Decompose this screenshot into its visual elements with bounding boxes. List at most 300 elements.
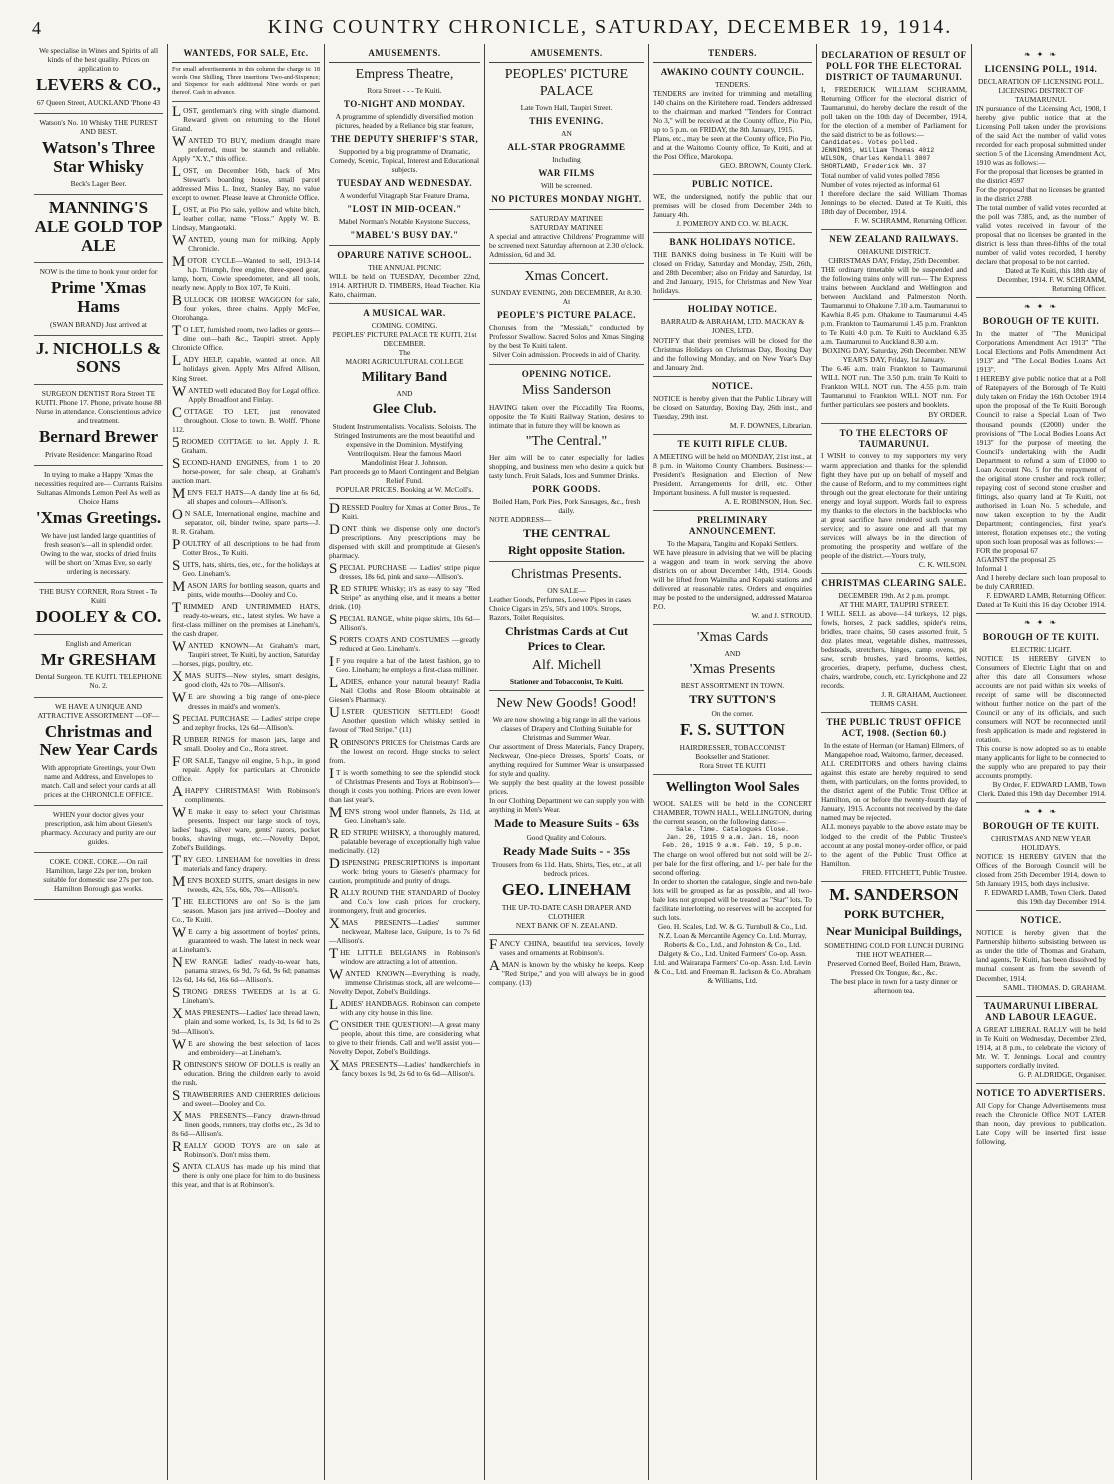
- page-number: 4: [32, 18, 41, 38]
- classified-ad: DISPENSING PRESCRIPTIONS is important work: bring yours to Giesen's pharmacy for caution, promptitude and purity of drugs.: [329, 855, 480, 885]
- classified-ad: DONT think we dispense only one doctor's prescriptions. Any prescriptions may be dispensed with skill and promptitude at Giesen's pharmacy.: [329, 521, 480, 560]
- classified-ad: LADIES' HANDBAGS. Robinson can compete with any city house in this line.: [329, 997, 480, 1018]
- concert-body-2: Silver Coin admission. Proceeds in aid of Charity.: [492, 350, 641, 360]
- electors-body: I WISH to convey to my supporters my very warm appreciation and thanks for the splendid fight they have put up on behalf of myself and the cause of Reform, and to my committees right through out the great electorate for their untiring energy and loyal support. Words fail to express my thanks to the electors in the backblocks who at great sacrifice have rendered such yeoman service; and to assure one and all that my services will always be in the direction of promoting the prosperity and welfare of the people of the district.—Yours truly,: [821, 451, 967, 560]
- ad-text: In trying to make a Happy 'Xmas the necessities required are— Currants Raisins Sultanas Almonds Lemon Peel As well as Choice Hams: [34, 470, 163, 507]
- divider: [329, 303, 480, 304]
- rail-boxing: BOXING DAY, Saturday, 26th December. NEW YEAR'S DAY, Friday, 1st January.: [822, 346, 966, 365]
- divider: [653, 434, 812, 435]
- peoples-location: Late Town Hall, Taupiri Street.: [520, 103, 613, 113]
- classified-ad: SPECIAL PURCHASE — Ladies' stripe pique dresses, 18s 6d, pink and saxe—Allison's.: [329, 560, 480, 582]
- rail-xmas: CHRISTMAS DAY, Friday, 25th December.: [828, 255, 960, 265]
- electric-borough: BOROUGH OF TE KUITI.: [982, 631, 1100, 642]
- best-assortment: BEST ASSORTMENT IN TOWN.: [680, 681, 785, 691]
- musical-college: MAORI AGRICULTURAL COLLEGE: [345, 357, 464, 367]
- amusements-heading-2: AMUSEMENTS.: [489, 44, 644, 63]
- the-central: "The Central.": [525, 433, 608, 449]
- advertisers-heading: NOTICE TO ADVERTISERS.: [976, 1087, 1106, 1098]
- wool-table-head: Sale. Time. Catalogues Close.: [675, 825, 790, 833]
- musical-and: AND: [396, 389, 413, 399]
- notice-body-7: NOTICE is hereby given that the Partnership hitherto subsisting between us as under the title of Thomas and Graham, land agents, Te Kuiti, has been dissolved by mutual consent as from the seventh of December, 1914.: [976, 928, 1106, 983]
- decl-row-1: JENNINGS, William Thomas 4012: [821, 147, 935, 155]
- rail-sign: BY ORDER.: [928, 409, 967, 419]
- wool-body: WOOL SALES will be held in the CONCERT CHAMBER, TOWN HALL, WELLINGTON, during the current season, on the following dates:—: [653, 798, 812, 826]
- holidays-heading: CHRISTMAS AND NEW YEAR HOLIDAYS.: [991, 834, 1091, 853]
- classified-ad: CONSIDER THE QUESTION!—A great many people, about this time, are considering what to give to their friends. Call and we'll assist you—Novelty Depot, Zobel's Buildings.: [329, 1018, 480, 1057]
- classified-ad: WANTED KNOWN—Everything is ready, immense Christmas stock, all are welcome—Novelty Depot, Zobel's Buildings.: [329, 967, 480, 997]
- sutton-sub: HAIRDRESSER, TOBACCONIST: [679, 742, 786, 752]
- decl-rejected: Number of votes rejected as informal 61: [821, 179, 941, 189]
- new-goods-body-4: In our Clothing Department we can supply you with anything in Men's Wear.: [489, 796, 644, 815]
- holidays-body: NOTICE IS HEREBY GIVEN that the Offices of the Borough Council will be closed from 25th December 1914, down to 5th January 1915, both days inclusive.: [976, 852, 1106, 889]
- empress-title: Empress Theatre,: [355, 66, 454, 82]
- ad-text: Private Residence: Mangarino Road: [45, 449, 152, 459]
- trust-body: ALL CREDITORS and others having claims against this estate are hereby required to send them, with particulars, on the forms provided, to the district agent of the Public Trust Office at Hamilton, on or before the twenty-fourth day of January, 1915. Accounts not received by the date named may be rejected.: [821, 759, 967, 823]
- divider: [821, 423, 967, 424]
- ad-headline: Watson's Three Star Whisky: [41, 137, 156, 176]
- classified-ad: XMAS PRESENTS—Ladies' lace thread lawn, plain and some worked, 1s, 1s 3d, 1s 6d to 2s 9d—Allison's.: [172, 1006, 320, 1036]
- new-goods: New New Goods! Good!: [496, 695, 637, 711]
- classified-ad: MEN'S FELT HATS—A dandy line at 6s 6d, all shapes and colours—Allison's.: [172, 485, 320, 506]
- divider: [653, 174, 812, 175]
- divider: [976, 613, 1106, 614]
- xmas-presents: 'Xmas Presents: [689, 662, 776, 678]
- musical-the: The: [398, 348, 411, 358]
- wool-title: Wellington Wool Sales: [665, 779, 800, 795]
- classified-ad: POULTRY of all descriptions to be had from Cotter Bros., Te Kuiti.: [172, 537, 320, 558]
- amusements-small-ads: [329, 500, 480, 1078]
- ad-headline: J. NICHOLLS & SONS: [35, 338, 162, 377]
- sanderson-body: HAVING taken over the Piccadilly Tea Rooms, opposite the Te Kuiti Railway Station, desires to intimate that in future they will be known as: [489, 402, 644, 430]
- divider: [976, 996, 1106, 997]
- classified-ad: RUBBER RINGS for mason jars, large and small. Dooley and Co., Rora street.: [172, 732, 320, 753]
- ad-text: Watson's No. 10 Whisky THE PUREST AND BEST.: [39, 117, 158, 136]
- ad-headline: Bernard Brewer: [38, 427, 159, 447]
- m-sanderson: M. SANDERSON: [829, 884, 959, 904]
- classified-ad: MOTOR CYCLE—Wanted to sell, 1913-14 h.p. Triumph, free engine, three-speed gear, lamp, horn, Cowie speedometer, and all tools, nearly new. Apply to Box 107, Te Kuiti.: [172, 254, 320, 293]
- concert-body: Choruses from the "Messiah," conducted by Professor Swallow. Sacred Solos and Xmas Singing by the best Te Kuiti talent.: [489, 323, 644, 351]
- msand-body-3: The best place in town for a tasty dinner or afternoon tea.: [830, 976, 958, 995]
- notice-body: NOTICE is hereby given that the Public Library will be closed on Saturday, Boxing Day, 26th inst., and Tuesday, 29th inst.: [653, 393, 812, 421]
- classified-ad: RALLY ROUND THE STANDARD of Dooley and Co.'s low cash prices for crockery, ironmongery, fruit and groceries.: [329, 885, 480, 916]
- opposite-station: Right opposite Station.: [507, 542, 626, 557]
- empress-when: TO-NIGHT AND MONDAY.: [343, 99, 466, 110]
- column-2: [168, 44, 325, 1480]
- msand-body: SOMETHING COLD FOR LUNCH DURING THE HOT WEATHER—: [824, 940, 964, 959]
- empress-when-2: TUESDAY AND WEDNESDAY.: [336, 178, 473, 189]
- classified-ad: SUITS, hats, shirts, ties, etc., for the holidays at Geo. Lineham's.: [172, 558, 320, 579]
- decl-table-head: Candidates. Votes polled.: [821, 139, 919, 147]
- sanderson-body-2: Her aim will be to cater especially for ladies shopping, and business men who desire a quick but tasty lunch. Fruit Salads, Ices and Summer Drinks.: [489, 452, 644, 480]
- geo-lineham: GEO. LINEHAM: [501, 880, 632, 900]
- ad-text: 67 Queen Street, AUCKLAND 'Phone 43: [36, 97, 161, 107]
- classified-ad: LADIES, enhance your natural beauty! Radia Nail Cloths and Rose Bloom obtainable at Giesen's Pharmacy.: [329, 675, 480, 705]
- holiday-firms: BARRAUD & ABRAHAM, LTD. MACKAY & JONES, LTD.: [660, 317, 805, 336]
- divider: [653, 299, 812, 300]
- divider: [489, 561, 644, 562]
- poll-against: For the proposal that no licenses be granted in the district 2788: [976, 185, 1105, 204]
- musical-body-2: Part proceeds go to Maori Contingent and Belgian Relief Fund.: [330, 466, 479, 485]
- clearing-terms: TERMS CASH.: [869, 699, 919, 709]
- xmas-and: AND: [724, 649, 741, 659]
- column-7: [972, 44, 1110, 1480]
- classified-ad: WANTED, young man for milking. Apply Chronicle.: [172, 233, 320, 254]
- classified-ad: SPECIAL RANGE, white pique skirts, 10s 6d—Allison's.: [329, 612, 480, 633]
- divider: [489, 934, 644, 935]
- sanderson-title: Miss Sanderson: [521, 383, 612, 399]
- peoples-title: PEOPLES' PICTURE PALACE: [504, 66, 629, 100]
- borough-body: In the matter of "The Municipal Corporations Amendment Act 1913" "The Local Elections and Polls Amendment Act 1913" and "The Local Bodies Loans Act 1913".: [976, 329, 1106, 375]
- classified-ad: SECOND-HAND ENGINES, from 1 to 20 horse-power, for sale cheap, at Graham's auction mart.: [172, 455, 320, 485]
- classified-ad: WE are showing the best selection of laces and embroidery—at Lineham's.: [172, 1036, 320, 1057]
- trust-estate: In the estate of Herman (or Haman) Ellmers, of Mangapehoe road, Waitomo, farmer, deceased.: [823, 741, 965, 760]
- presents-title: Christmas Presents.: [511, 567, 622, 583]
- notice-sign: M. F. DOWNES, Librarian.: [729, 420, 812, 430]
- wool-row-1: Jan. 26, 1915 9 a.m. Jan. 16, noon: [666, 833, 799, 841]
- tenders-body: TENDERS are invited for trimming and metalling 140 chains on the Kiritehere road. Tenders addressed to the chairman and marked "Tenders for Contract No 3," will be received at the County office, Pio Pio, up to 5 p.m. on FRIDAY, the 8th January, 1915.: [653, 88, 812, 135]
- clearing-heading: CHRISTMAS CLEARING SALE.: [821, 577, 967, 588]
- divider: [976, 1083, 1106, 1084]
- electric-body: NOTICE IS HEREBY GIVEN to Consumers of Electric Light that on and after this date all Consumers whose accounts are not paid within six weeks of receipt of same will be disconnected without further notice on the part of the Council or any of its officials, and such consumers will NOT be reconnected until fresh application is made and registered in rotation.: [976, 653, 1106, 745]
- classified-ad: COTTAGE TO LET, just renovated throughout. Close to town. B. Wolff. 'Phone 112.: [172, 404, 320, 434]
- classified-ad: IT is worth something to see the splendid stock of Christmas Presents and Toys at Robinson's—though it costs you nothing. Prices are even lower than last year's.: [329, 765, 480, 804]
- poll-sign: Dated at Te Kuiti, this 18th day of December, 1914. F. W. SCHRAMM, Returning Officer.: [997, 266, 1106, 294]
- empress-location: Rora Street - - - Te Kuiti.: [367, 86, 442, 96]
- classified-ad: BULLOCK OR HORSE WAGGON for sale, four yokes, three chains. Apply McFee, Otorohanga.: [172, 293, 320, 323]
- divider: [489, 690, 644, 691]
- classified-ad: THE ELECTIONS are on! So is the jam season. Mason jars just arrived—Dooley and Co., Te Kuiti.: [172, 895, 320, 925]
- divider: [976, 297, 1106, 298]
- musical-body-3: POPULAR PRICES. Booking at W. McColl's.: [335, 484, 474, 494]
- wool-body-2: The charge on wool offered but not sold will be 2/- per bale for the first offering, and 1/- per bale for the second offering.: [653, 849, 812, 877]
- display-ad: [34, 118, 163, 195]
- ad-headline: DOOLEY & CO.: [35, 607, 162, 627]
- classified-ad: SPORTS COATS AND COSTUMES —greatly reduced at Geo. Lineham's.: [329, 633, 480, 654]
- musical-title: A MUSICAL WAR.: [363, 308, 446, 319]
- classified-ad: FOR SALE, Tangye oil engine, 5 h.p., in good repair. Apply for particulars at Chronicle Office.: [172, 753, 320, 783]
- classified-ad: ULSTER QUESTION SETTLED! Good! Another question which whisky settled in favour of "Red Stripe." (11): [329, 705, 480, 735]
- ad-text: Beck's Lager Beer.: [70, 179, 127, 189]
- empress-body-2: Supported by a big programme of Dramatic, Comedy, Scenic, Topical, Interest and Educational subjects.: [329, 147, 480, 175]
- classified-ad: LOST, gentleman's ring with single diamond. Reward given on returning to the Hotel Grand.: [172, 103, 320, 133]
- divider: [821, 881, 967, 882]
- divider: [329, 245, 480, 246]
- holiday-heading: HOLIDAY NOTICE.: [687, 304, 778, 315]
- columns: [30, 44, 1110, 1480]
- electors-sign: C. K. WILSON.: [918, 559, 967, 569]
- ad-text: SURGEON DENTIST Rora Street TE KUITI. Phone 17. Phone, private house 88 Nurse in attendance. Conscientious advice and treatment.: [35, 389, 162, 426]
- empress-feature-2: "LOST IN MID-OCEAN.": [347, 204, 462, 215]
- divider: [653, 624, 812, 625]
- classified-ad: FANCY CHINA, beautiful tea services, lovely vases and ornaments at Robinson's.: [489, 937, 644, 958]
- rail-body: THE ordinary timetable will be suspended and the following trains only will run— The Express trains between Auckland and Wellington and between Auckland and Palmerston North. Taumarunui to Ohakune 7.10 a.m. Taumarunui to Kawhia 8.45 p.m. Ohakune to Taumarunui 4.45 p.m. Frankton to Taumarunui 1.45 p.m. Frankton to Te Kuiti 4.0 p.m. Te Kuiti to Auckland 6.35 a.m. Taumarunui to Auckland 8.30 a.m.: [821, 265, 967, 347]
- league-sign: G. P. ALDRIDGE, Organiser.: [1018, 1069, 1106, 1079]
- bank-heading: BANK HOLIDAYS NOTICE.: [669, 237, 796, 248]
- decl-body-2: I therefore declare the said William Thomas Jennings to be elected. Dated at Te Kuiti, this 18th day of December, 1914.: [821, 188, 967, 216]
- decl-row-2: WILSON, Charles Kendall 3807: [821, 154, 931, 162]
- classified-ad: AHAPPY CHRISTMAS! With Robinson's compliments.: [172, 783, 320, 804]
- classified-ad: XMAS PRESENTS—Fancy drawn-thread linen goods, runners, tray cloths etc., 2s 3d to 8s 6d—Allison's.: [172, 1108, 320, 1138]
- classified-ad: XMAS PRESENTS—Ladies' handkerchiefs in fancy boxes 1s 9d, 2s 6d to 6s 6d—Allison's.: [329, 1057, 480, 1078]
- divider: [489, 263, 644, 264]
- column-4: [485, 44, 649, 1480]
- ad-headline: Mr GRESHAM: [40, 649, 157, 669]
- new-goods-body-3: We supply the best quality at the lowest possible prices.: [489, 778, 644, 797]
- electric-heading: ELECTRIC LIGHT.: [1010, 644, 1072, 654]
- borough-heading: BOROUGH OF TE KUITI.: [982, 316, 1100, 327]
- military-band: Military Band: [361, 370, 448, 386]
- classified-ad: MEN'S BOXED SUITS, smart designs in new tweeds, 42s, 55s, 60s, 70s—Allison's.: [172, 874, 320, 895]
- classified-ad: ROBINSON'S PRICES for Christmas Cards are the lowest on record. Huge stocks to select from.: [329, 735, 480, 765]
- notice-heading-7: NOTICE.: [1020, 915, 1062, 926]
- rail-heading: NEW ZEALAND RAILWAYS.: [829, 233, 959, 244]
- new-goods-body: We are now showing a big range in all the various classes of Drapery and Clothing Suitable for Christmas and Summer Wear.: [492, 714, 641, 742]
- borough-against: AGAINST the proposal 25: [976, 554, 1056, 564]
- classified-ad: THE LITTLE BELGIANS in Robinson's window are attracting a lot of attention.: [329, 946, 480, 967]
- poll-body-2: The total number of valid votes recorded at the poll was 7385, and, as the number of valid votes received in favour of the proposal that no licenses be granted in the district is less than three-fifths of the total number of valid votes recorded, I hereby declare that proposal to be not carried.: [976, 203, 1106, 267]
- classified-ad: WE carry a big assortment of boyles' prints, guaranteed to wash. The latest in neck wear at Lineham's.: [172, 925, 320, 955]
- display-ad: [34, 340, 163, 385]
- classified-ad: SANTA CLAUS has made up his mind that there is only one place for him to do business this year, and that is at Robinson's.: [172, 1159, 320, 1189]
- decl-sign: F. W. SCHRAMM, Returning Officer.: [854, 215, 967, 225]
- michell-sub: Stationer and Tobacconist, Te Kuiti.: [509, 676, 624, 686]
- display-ad: [34, 46, 163, 114]
- divider: [653, 232, 812, 233]
- league-heading: TAUMARUNUI LIBERAL AND LABOUR LEAGUE.: [983, 1000, 1099, 1022]
- xmas-cards: 'Xmas Cards: [696, 630, 769, 646]
- trust-body-2: ALL moneys payable to the above estate may be lodged to the credit of the Public Trustee's account at any postal money-order office, or paid to the agent of the Public Trust Office at Hamilton.: [821, 822, 967, 868]
- ornament-icon: ❧ ✦ ❧: [1023, 302, 1059, 312]
- matinee-body: A special and attractive Childrens' Programme will be screened next Saturday afternoon at 2.30 o'clock. Admission, 6d and 3d.: [489, 232, 644, 260]
- ad-text: English and American: [65, 638, 132, 648]
- column-6: [817, 44, 972, 1480]
- peoples-no-pictures: NO PICTURES MONDAY NIGHT.: [491, 194, 642, 205]
- peoples-when: THIS EVENING.: [529, 116, 604, 127]
- ad-text: COKE. COKE. COKE.—On rail Hamilton, large 22s per ton, broken suitable for domestic use 27s per ton. Hamilton Borough gas works.: [43, 857, 154, 894]
- borough-body-2: I HEREBY give public notice that at a Poll of Ratepayers of the Borough of Te Kuiti duly taken on Friday the 16th October 1914 upon the proposal of the Te Kuiti Borough Council to raise a Special Loan of Two thousand pounds (£2000) under the provisions of "The Local Bodies Loans Act 1913" for the purpose of meeting the Council's undertaking with the Audit Department to refund a sum of £1000 to Loan Account No. 5 for the repayment of the original stone crusher and rock roller; repaying cost of second stone crusher and fittings, also quarry land at Te Kuiti, not authorised in Loan No. 5 schedule, and now taken exception to by the Audit Department; contingencies, first year's interest, flotation expenses etc.; the voting upon such loan proposal was as follows:—: [976, 374, 1106, 546]
- classified-ad: 5ROOMED COTTAGE to let. Apply J. R. Graham.: [172, 434, 320, 455]
- ornament-icon: ❧ ✦ ❧: [1023, 50, 1059, 59]
- ad-text: We specialise in Wines and Spirits of all kinds of the best quality. Prices on application to: [38, 46, 159, 74]
- matinee-2: SATURDAY MATINEE: [530, 223, 603, 233]
- council-name: AWAKINO COUNTY COUNCIL.: [660, 66, 805, 77]
- clearing-where: AT THE MART, TAUPIRI STREET.: [839, 599, 949, 609]
- poll-for: For the proposal that licenses be granted in the district 4597: [976, 167, 1104, 186]
- matinee-1: SATURDAY MATINEE: [530, 214, 603, 224]
- concert-title: Xmas Concert.: [524, 269, 609, 285]
- decl-body: I, FREDERICK WILLIAM SCHRAMM, Returning Officer for the electoral district of Taumarunui, do hereby declare the result of the poll taken on the 10th day of December, 1914, for the election of a member of Parliament for the said district to be as follows:—: [821, 84, 967, 140]
- divider: [329, 498, 480, 499]
- clearing-body: I WILL SELL as above—14 turkeys, 12 pigs, fowls, horses, 2 pack saddles, spider's reins, bridles, trace chains, 50 cases assorted fruit, 5 doz plates meat, vegetable dishes, mattresses, bedsteads, stretchers, hinges, camp ovens, pit saw, scrub brushes, yard brooms, kettles, groceries, drapery, perfume, duchess chest, chairs, wardrobe, couch, etc. Lyrickphone and 22 records.: [821, 608, 967, 691]
- concert-when: SUNDAY EVENING, 20th DECEMBER, At 8.30. At: [491, 288, 642, 307]
- holiday-body: NOTIFY that their premises will be closed for the Christmas Holidays on Christmas Day, Boxing Day and the following Monday, and on New Year's Day and January 2nd.: [653, 335, 812, 372]
- column-3: [325, 44, 485, 1480]
- public-body: WE, the undersigned, notify the public that our premises will be closed from December 24th to January 4th.: [653, 192, 812, 220]
- col4-small-ads: [489, 939, 644, 987]
- decl-row-3: SHORTLAND, Frederick Wm. 37: [821, 162, 927, 170]
- borough-informal: Informal 1: [976, 564, 1008, 573]
- msand-sub: PORK BUTCHER,: [843, 907, 944, 922]
- page-header: [30, 14, 1114, 42]
- divider: [653, 510, 812, 511]
- rifle-sign: A. E. ROBINSON, Hon. Sec.: [724, 496, 812, 506]
- peoples-war-films: WAR FILMS: [538, 168, 595, 179]
- classified-ad: MEN'S strong wool under flannels, 2s 11d, at Geo. Lineham's sale.: [329, 804, 480, 825]
- prelim-to: To the Mapara, Tangitu and Kopaki Settlers.: [666, 538, 798, 548]
- classified-ad: XMAS PRESENTS—Ladies' summer neckwear, Maltese lace, Guipure, 1s to 7s 6d—Allison's.: [329, 916, 480, 946]
- rail-body-2: The 6.46 a.m. train Frankton to Taumarunui WILL NOT run. The 3.50 p.m. train Te Kuiti to Frankton WILL NOT run. The 4.55 p.m. train Taumarunui to Frankton WILL NOT run. For further particulars see posters and booklets.: [821, 364, 967, 410]
- holidays-sign: F. EDWARD LAMB, Town Clerk. Dated this 19th day December 1914.: [984, 888, 1106, 907]
- classified-ad: LOST, at Pio Pio sale, yellow and white bitch, leather collar, name "Floss." Apply W. B. Lindsay, Mangaotaki.: [172, 202, 320, 233]
- classified-ad: ROBINSON'S SHOW OF DOLLS is really an education. Bring the children early to avoid the rush.: [172, 1057, 320, 1087]
- classified-ad: WE make it easy to select your Christmas presents. Inspect our large stock of toys, ladies' bags, silver ware, gents' razors, pocket books, shaving mugs, etc.—Novelty Depot, Zobel's Buildings.: [172, 804, 320, 852]
- msand-sub-2: Near Municipal Buildings,: [826, 923, 962, 938]
- display-ad: [34, 702, 163, 807]
- divider: [821, 573, 967, 574]
- musical-coming: COMING. COMING.: [371, 321, 438, 331]
- classified-ad: RED STRIPE WHISKY, a thoroughly matured, palatable beverage of exceptionally high value medicinally. (12): [329, 825, 480, 855]
- cards-title: Christmas Cards at Cut Prices to Clear.: [505, 624, 628, 653]
- note-address: NOTE ADDRESS—: [489, 514, 552, 524]
- made-to-measure: Made to Measure Suits - 63s: [494, 816, 639, 831]
- divider: [489, 209, 644, 210]
- school-sub: THE ANNUAL PICNIC: [368, 263, 441, 273]
- msand-body-2: Preserved Corned Beef, Boiled Ham, Brawn, Pressed Ox Tongue, &c., &c.: [827, 958, 961, 977]
- divider: [976, 910, 1106, 911]
- tenders-heading: TENDERS.: [653, 44, 812, 63]
- peoples-all-star: ALL-STAR PROGRAMME: [507, 142, 626, 153]
- divider: [172, 101, 320, 102]
- made-to-measure-sub: Good Quality and Colours.: [526, 832, 607, 842]
- notice-heading: NOTICE.: [711, 380, 754, 391]
- classified-ad: STRONG DRESS TWEEDS at 1s at G. Lineham's.: [172, 985, 320, 1006]
- prelim-body: WE have pleasure in advising that we will be placing a waggon and team in work serving the above districts on or about December 14th, 1914. Goods will be lifted from Waimiha and Kopaki stations and delivered at reasonable rates. Orders and enquiries may be posted to the undersigned, addressed Mataroa P.O.: [653, 547, 812, 612]
- electors-heading: TO THE ELECTORS OF TAUMARUNUI.: [839, 427, 949, 449]
- ad-headline: Prime 'Xmas Hams: [51, 278, 146, 317]
- classified-ad: TO LET, furnished room, two ladies or gents—dine out—bath &c., Taupiri street. Apply Chronicle Office.: [172, 323, 320, 353]
- prelim-sign: W. and J. STROUD.: [751, 611, 812, 621]
- ad-headline: MANNING'S ALE GOLD TOP ALE: [34, 198, 163, 255]
- ready-made: Ready Made Suits - - 35s: [502, 843, 630, 858]
- classified-ad: MASON JARS for bottling season, quarts and pints, wide mouths—Dooley and Co.: [172, 579, 320, 600]
- wanteds-list: [172, 103, 320, 1189]
- classified-ad: WANTED KNOWN—At Graham's mart, Taupiri street, Te Kuiti, by auction, Saturday—horses, pigs, poultry, etc.: [172, 639, 320, 669]
- classified-ad: TRIMMED AND UNTRIMMED HATS, ready-to-wears, etc., latest styles. We have a first-class milliner on the premises at Lineham's, the cash draper.: [172, 600, 320, 639]
- new-goods-body-2: Our assortment of Dress Materials, Fancy Drapery, Neckwear, One-piece Dresses, Sports' Coats, or anything required for Summer Wear is unsurpassed for style and quality.: [489, 741, 644, 778]
- ad-text: WHEN your doctor gives your prescription, ask him about Giesen's pharmacy. Accuracy and purity are our guides.: [41, 810, 156, 847]
- display-ad: [34, 267, 163, 335]
- ad-text: (SWAN BRAND) Just arrived at: [50, 319, 147, 329]
- ad-text: With appropriate Greetings, your Own name and Address, and Envelopes to match. Call and select your cards at all prices at the CHRONICLE OFFICE.: [41, 762, 156, 800]
- try-suttons: TRY SUTTON'S: [689, 692, 776, 707]
- concert-where: PEOPLE'S PICTURE PALACE.: [496, 310, 637, 321]
- classified-ad: NEW RANGE ladies' ready-to-wear hats, panama straws, 6s 9d, 7s 6d, 9s 6d; panamas 12s 6d, 14s 6d, 16s 6d—Allison's.: [172, 955, 320, 985]
- clearing-sign: J. R. GRAHAM, Auctioneer.: [881, 690, 967, 700]
- classified-ad: WANTED well educated Boy for Legal office. Apply Broadfoot and Finlay.: [172, 383, 320, 404]
- league-body: A GREAT LIBERAL RALLY will be held in Te Kuiti on Wednesday, December 23rd, 1914, at 8 p.m., to celebrate the victory of Mr. W. T. Jennings. Local and country supporters cordially invited.: [976, 1024, 1106, 1070]
- sutton-sub-2: Bookseller and Stationer.: [695, 751, 770, 761]
- wanteds-rates-note: For small advertisements in this column the charge is: 18 words One Shilling, Three insertions Two-and-Sixpence; and Sixpence for each additional Nine words or part thereof. Cash in advance.: [172, 65, 320, 96]
- classified-ad: DRESSED Poultry for Xmas at Cotter Bros., Te Kuiti.: [329, 500, 480, 521]
- empress-feature: THE DEPUTY SHERIFF'S STAR,: [330, 134, 479, 145]
- decl-heading: DECLARATION OF RESULT OF POLL FOR THE ELECTORAL DISTRICT OF TAUMARUNUI.: [821, 50, 967, 82]
- divider: [653, 774, 812, 775]
- display-ad: [34, 587, 163, 635]
- bank-body: THE BANKS doing business in Te Kuiti will be closed on Friday, Saturday and Monday, 25th, 26th, and 28th December; also on Friday and Saturday, 1st and 2nd January, 1915, for Christmas and New Year holidays.: [653, 250, 812, 296]
- ad-text: THE BUSY CORNER, Rora Street - Te Kuiti: [39, 586, 158, 605]
- divider: [821, 229, 967, 230]
- classified-ad: LADY HELP, capable, wanted at once. All holidays given. Apply Mrs Alfred Allison, King Street.: [172, 353, 320, 383]
- display-ad: [34, 199, 163, 263]
- advertisers-body: All Copy for Change Advertisements must reach the Chronicle Office NOT LATER than noon, day previous to publication. Late Copy will be inserted first issue following.: [976, 1100, 1106, 1146]
- borough-body-3: And I hereby declare such loan proposal to be duly CARRIED.: [976, 573, 1106, 592]
- prelim-heading: PRELIMINARY ANNOUNCEMENT.: [688, 514, 777, 536]
- empress-body-3: A wonderful Vitagraph Star Feature Drama,: [339, 191, 470, 201]
- peoples-including: Including: [552, 155, 581, 165]
- classified-ad: REALLY GOOD TOYS are on sale at Robinson's. Don't miss them.: [172, 1138, 320, 1159]
- empress-body-4: Mabel Norman's Notable Keystone Success,: [338, 217, 471, 227]
- trust-heading: THE PUBLIC TRUST OFFICE ACT, 1908. (Section 60.): [826, 717, 962, 739]
- divider: [976, 802, 1106, 803]
- ad-text: Dental Surgeon. TE KUITI. TELEPHONE No. 2.: [35, 672, 162, 691]
- display-ad: [34, 810, 163, 853]
- public-heading: PUBLIC NOTICE.: [691, 179, 773, 190]
- classified-ad: WANTED TO BUY, medium draught mare preferred, must be staunch and reliable. Apply "X.Y.," this office.: [172, 133, 320, 163]
- column-5: [649, 44, 817, 1480]
- ad-text: NOW is the time to book your order for: [39, 267, 158, 277]
- wool-body-3: In order to shorten the catalogue, single and two-bale lots will be grouped as far as possible, and all two-bale lots not grouped will be treated as "Star" lots. To facilitate interlotting, no reserves will be accepted for such lots.: [653, 876, 812, 922]
- divider: [489, 364, 644, 365]
- display-ad: [34, 470, 163, 583]
- rifle-body: A MEETING will be held on MONDAY, 21st inst., at 8 p.m. in Waitomo County Chambers. Business:—President's Resignation and Election of New President. Arrangements for drill, etc. Other Important business. A full muster is requested.: [653, 451, 812, 497]
- lineham-sub: THE UP-TO-DATE CASH DRAPER AND CLOTHIER: [501, 903, 632, 922]
- classified-ad: IF you require a hat of the latest fashion, go to Geo. Lineham; he employs a first-class milliner.: [329, 654, 480, 675]
- empress-body: A programme of splendidly diversified motion pictures, headed by a Reliance big star feature,: [335, 112, 474, 131]
- ready-made-sub: Trousers from 6s 11d. Hats, Shirts, Ties, etc., at all bedrock prices.: [491, 860, 642, 879]
- electric-sign: By Order, F. EDWARD LAMB, Town Clerk. Dated this 19th day December 1914.: [977, 780, 1106, 799]
- classified-ad: SPECIAL PURCHASE — Ladies' stripe crepe and zephyr frocks, 12s 6d—Allison's.: [172, 711, 320, 732]
- ornament-icon: ❧ ✦ ❧: [1023, 618, 1059, 628]
- classified-ad: XMAS SUITS—New styles, smart designs, good cloth, 42s to 70s—Allison's.: [172, 669, 320, 690]
- masthead: KING COUNTRY CHRONICLE, SATURDAY, DECEMBER 19, 1914.: [267, 16, 953, 38]
- classified-ad: STRAWBERRIES AND CHERRIES delicious and sweet—Dooley and Co.: [172, 1087, 320, 1108]
- poll-heading: LICENSING POLL, 1914.: [984, 63, 1098, 74]
- ad-headline: Christmas and New Year Cards: [39, 721, 158, 760]
- peoples-an: AN: [561, 129, 572, 139]
- notice-sign-7: SAML. THOMAS. D. GRAHAM.: [1003, 982, 1106, 992]
- classified-ad: AMAN is known by the whisky he keeps. Keep "Red Stripe," and you will always be in good company. (13): [489, 958, 644, 988]
- empress-feature-3: "MABEL'S BUSY DAY.": [350, 230, 459, 241]
- tenders-sub: TENDERS.: [714, 79, 751, 89]
- michell: Alf. Michell: [531, 657, 602, 673]
- ad-text: We have just landed large quantities of fresh season's—all in splendid order. Owing to the war, stocks of dried fruits will be short on 'Xmas Eve, so early ordering is necessary.: [40, 530, 157, 576]
- presents-body: Leather Goods, Perfumes, Loewe Pipes in cases Choice Cigars in 25's, 50's and 100's. Strops, Razors, Toilet Requisites.: [489, 595, 632, 623]
- sutton-sub-3: Rora Street TE KUITI: [699, 760, 766, 770]
- holidays-borough: BOROUGH OF TE KUITI.: [982, 821, 1100, 832]
- electric-body-2: This course is now adopted so as to enable many applicants for light to be connected to the supply who are prepared to pay their accounts promptly.: [976, 744, 1106, 781]
- display-ad: [34, 389, 163, 466]
- poll-decl: DECLARATION OF LICENSING POLL.: [977, 76, 1105, 86]
- glee-club: Glee Club.: [372, 402, 437, 418]
- rail-district: OHAKUNE DISTRICT.: [857, 246, 931, 256]
- on-the-corner: On the corner.: [711, 708, 754, 718]
- school-title: OPARURE NATIVE SCHOOL.: [337, 250, 472, 261]
- rifle-heading: TE KUITI RIFLE CLUB.: [677, 438, 788, 449]
- pork-body: Boiled Ham, Pork Pies, Pork Sausages, &c., fresh daily.: [492, 496, 641, 515]
- ad-headline: 'Xmas Greetings.: [35, 508, 162, 528]
- poll-body: IN pursuance of the Licensing Act, 1908, I hereby give public notice that at the Licensing Poll taken under the provisions of the said Act the number of valid votes recorded for each proposal submitted under section 5 of the Licensing Amendment Act, 1910 was as follows:—: [976, 103, 1106, 167]
- musical-body: Student Instrumentalists. Vocalists. Soloists. The Stringed Instruments are the most beautiful and expensive in the Dominion. Mystifying Ventriloquism. Hear the famous Maori Mandolinist Hear J. Johnson.: [332, 421, 477, 467]
